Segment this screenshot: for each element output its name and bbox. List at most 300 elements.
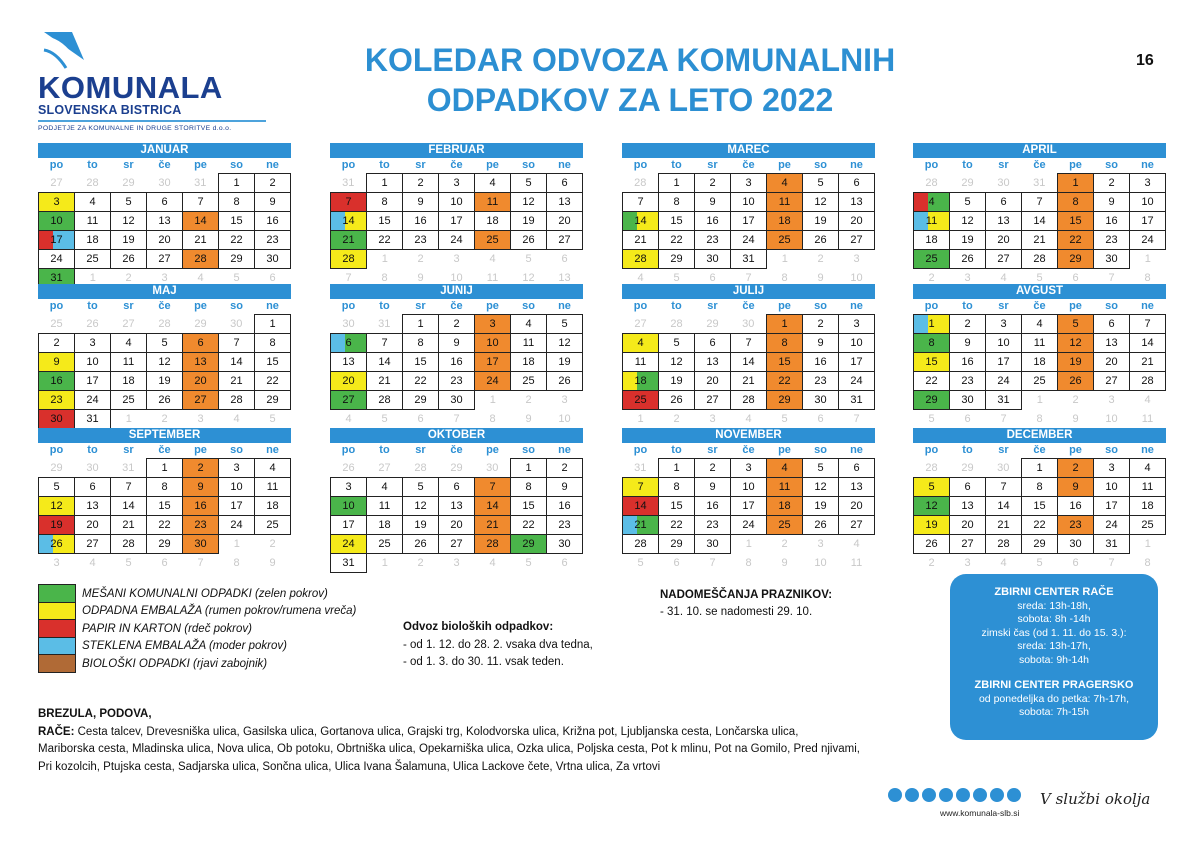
day-cell: 4 xyxy=(1022,315,1058,334)
day-cell: 2 xyxy=(183,459,219,478)
day-cell: 14 xyxy=(367,353,403,372)
day-cell-adjacent: 1 xyxy=(637,413,644,425)
day-cell: 28 xyxy=(111,535,147,554)
day-cell: 8 xyxy=(255,334,291,353)
day-cell-adjacent: 2 xyxy=(525,394,532,407)
day-header: to xyxy=(962,300,973,312)
day-cell-adjacent: 25 xyxy=(50,317,63,330)
truck-icon xyxy=(905,788,919,802)
day-cell: 4 xyxy=(367,478,403,497)
day-cell: 13 xyxy=(439,497,475,516)
day-header: to xyxy=(379,444,390,457)
day-cell: 1 xyxy=(367,174,403,193)
house-icon xyxy=(956,788,970,802)
legend-swatch xyxy=(38,637,76,656)
month-header: JANUAR xyxy=(38,143,291,158)
streets-line-2: Cesta talcev, Drevesniška ulica, Gasilska ulica, Gortanova ulica, Grajski trg, Kolodvorska ulica, Križna pot, Ljubljanska cesta, Lončarska ulica, xyxy=(74,725,799,738)
day-cell: 9 xyxy=(1058,478,1094,497)
day-cell: 3 xyxy=(439,174,475,193)
day-header: to xyxy=(671,159,682,171)
footer-slogan: V službi okolja xyxy=(1040,790,1151,808)
day-cell: 26 xyxy=(547,372,583,391)
center-race-line-5: sobota: 9h-14h xyxy=(1018,653,1090,666)
day-cell: 28 xyxy=(475,535,511,554)
month-header: NOVEMBER xyxy=(622,428,875,443)
day-cell-adjacent: 1 xyxy=(381,253,388,266)
day-cell-adjacent: 7 xyxy=(745,272,752,284)
day-cell: 4 xyxy=(1130,459,1166,478)
day-cell: 29 xyxy=(511,535,547,554)
day-cell-adjacent: 2 xyxy=(417,253,424,266)
day-header: so xyxy=(522,159,535,171)
day-cell-adjacent: 9 xyxy=(269,556,276,569)
title-line-1: KOLEDAR ODVOZA KOMUNALNIH xyxy=(364,42,896,78)
day-header: po xyxy=(633,159,648,172)
day-cell: 10 xyxy=(475,334,511,353)
day-cell: 10 xyxy=(1094,478,1130,497)
day-cell: 19 xyxy=(914,516,950,535)
day-header: pe xyxy=(1069,159,1082,171)
day-cell: 11 xyxy=(75,212,111,231)
day-cell: 25 xyxy=(1130,516,1166,535)
day-cell-adjacent: 9 xyxy=(417,271,424,284)
day-cell: 5 xyxy=(1058,315,1094,334)
day-cell: 21 xyxy=(219,372,255,391)
day-header: ne xyxy=(1141,300,1154,312)
day-cell-adjacent: 7 xyxy=(1108,272,1115,284)
day-cell-adjacent: 31 xyxy=(634,461,647,474)
page-number: 16 xyxy=(1136,52,1154,69)
day-cell-adjacent: 29 xyxy=(706,317,719,330)
day-cell: 1 xyxy=(219,174,255,193)
day-cell: 8 xyxy=(219,193,255,212)
day-cell: 22 xyxy=(147,516,183,535)
day-cell: 1 xyxy=(659,174,695,193)
day-cell: 11 xyxy=(511,334,547,353)
logo-name: KOMUNALA xyxy=(38,70,223,105)
day-cell: 13 xyxy=(986,212,1022,231)
day-cell-adjacent: 3 xyxy=(453,557,460,570)
day-header: sr xyxy=(707,300,718,313)
day-cell: 19 xyxy=(803,212,839,231)
day-cell: 24 xyxy=(75,391,111,410)
day-cell: 27 xyxy=(1094,372,1130,391)
day-header: po xyxy=(49,300,64,313)
day-cell: 18 xyxy=(914,231,950,250)
day-cell: 6 xyxy=(75,478,111,497)
day-cell-adjacent: 2 xyxy=(125,272,132,285)
day-cell-adjacent: 31 xyxy=(378,317,391,330)
day-cell: 27 xyxy=(950,535,986,554)
streets-list xyxy=(38,706,958,776)
day-cell-adjacent: 5 xyxy=(673,272,680,284)
day-cell: 12 xyxy=(659,353,695,372)
day-cell: 24 xyxy=(731,516,767,535)
day-cell: 16 xyxy=(547,497,583,516)
day-cell-adjacent: 9 xyxy=(1072,412,1079,425)
day-cell: 15 xyxy=(147,497,183,516)
day-cell-adjacent: 28 xyxy=(158,317,171,330)
day-cell: 18 xyxy=(767,212,803,231)
day-cell-adjacent: 30 xyxy=(158,176,171,189)
day-cell: 18 xyxy=(111,372,147,391)
center-race-line-1: sreda: 13h-18h, xyxy=(1017,599,1091,612)
day-cell: 12 xyxy=(914,497,950,516)
day-cell: 9 xyxy=(1094,193,1130,212)
center-race-line-4: sreda: 13h-17h, xyxy=(1017,640,1091,652)
day-header: ne xyxy=(850,159,863,171)
day-cell: 22 xyxy=(914,372,950,391)
day-cell-adjacent: 28 xyxy=(86,176,99,189)
day-cell: 12 xyxy=(803,193,839,212)
day-cell: 23 xyxy=(803,372,839,391)
day-header: pe xyxy=(778,159,791,171)
day-cell-adjacent: 2 xyxy=(417,557,424,570)
legend-label: PAPIR IN KARTON (rdeč pokrov) xyxy=(82,622,252,635)
day-header: po xyxy=(341,159,356,172)
day-header: ne xyxy=(266,300,279,312)
day-cell: 15 xyxy=(659,497,695,516)
day-cell: 24 xyxy=(219,516,255,535)
day-cell: 14 xyxy=(475,497,511,516)
day-cell: 9 xyxy=(439,334,475,353)
day-cell-adjacent: 6 xyxy=(709,272,716,284)
day-cell: 3 xyxy=(1094,459,1130,478)
day-cell: 19 xyxy=(803,497,839,516)
day-cell: 19 xyxy=(950,231,986,250)
day-cell: 22 xyxy=(367,231,403,250)
holiday-replacements xyxy=(660,587,832,621)
day-cell: 15 xyxy=(914,353,950,372)
day-cell-adjacent: 1 xyxy=(745,538,752,551)
month-marec xyxy=(622,143,875,287)
day-cell: 12 xyxy=(803,478,839,497)
day-cell-adjacent: 4 xyxy=(89,557,96,569)
day-cell: 20 xyxy=(547,212,583,231)
day-cell: 8 xyxy=(403,334,439,353)
day-cell-adjacent: 10 xyxy=(450,271,463,284)
day-cell: 2 xyxy=(803,315,839,334)
month-header: MAREC xyxy=(622,143,875,158)
day-cell: 18 xyxy=(367,516,403,535)
day-cell-adjacent: 3 xyxy=(1108,394,1115,407)
day-cell: 16 xyxy=(695,497,731,516)
day-cell: 16 xyxy=(950,353,986,372)
day-cell: 25 xyxy=(511,372,547,391)
day-header: to xyxy=(379,159,390,171)
day-cell-adjacent: 29 xyxy=(194,317,207,330)
day-cell: 23 xyxy=(439,372,475,391)
day-cell: 24 xyxy=(439,231,475,250)
day-cell: 10 xyxy=(75,353,111,372)
day-cell: 27 xyxy=(75,535,111,554)
day-cell: 24 xyxy=(331,535,367,554)
day-cell: 28 xyxy=(1130,372,1166,391)
day-cell: 6 xyxy=(695,334,731,353)
day-cell: 12 xyxy=(547,334,583,353)
day-cell: 11 xyxy=(255,478,291,497)
center-race-line-3: zimski čas (od 1. 11. do 15. 3.): xyxy=(981,626,1127,639)
day-cell: 8 xyxy=(767,334,803,353)
day-cell: 17 xyxy=(731,212,767,231)
day-cell: 14 xyxy=(183,212,219,231)
day-cell: 20 xyxy=(695,372,731,391)
day-cell: 9 xyxy=(950,334,986,353)
day-cell-adjacent: 4 xyxy=(1144,394,1151,407)
day-cell: 14 xyxy=(111,497,147,516)
day-cell: 30 xyxy=(695,250,731,269)
day-cell: 25 xyxy=(367,535,403,554)
day-cell-adjacent: 2 xyxy=(161,413,168,426)
day-cell: 22 xyxy=(1058,231,1094,250)
center-pragersko-title: ZBIRNI CENTER PRAGERSKO xyxy=(974,679,1134,691)
day-cell: 10 xyxy=(986,334,1022,353)
day-cell: 6 xyxy=(331,334,367,353)
day-cell: 6 xyxy=(147,193,183,212)
month-oktober xyxy=(330,428,583,573)
day-cell: 27 xyxy=(183,391,219,410)
day-cell-adjacent: 13 xyxy=(558,271,571,284)
day-header: sr xyxy=(998,444,1009,457)
day-cell: 23 xyxy=(695,516,731,535)
day-header: to xyxy=(962,444,973,457)
day-header: to xyxy=(671,300,682,313)
day-cell: 3 xyxy=(1130,174,1166,193)
day-cell-adjacent: 5 xyxy=(1036,557,1043,569)
day-cell: 9 xyxy=(183,478,219,497)
day-cell: 1 xyxy=(1022,459,1058,478)
day-cell: 30 xyxy=(1094,250,1130,269)
day-cell-adjacent: 4 xyxy=(637,272,644,284)
day-cell-adjacent: 1 xyxy=(1144,253,1151,266)
day-cell: 19 xyxy=(147,372,183,391)
day-cell: 28 xyxy=(623,250,659,269)
day-cell: 2 xyxy=(695,174,731,193)
day-cell: 13 xyxy=(147,212,183,231)
day-cell: 30 xyxy=(803,391,839,410)
day-cell: 18 xyxy=(623,372,659,391)
day-cell: 19 xyxy=(511,212,547,231)
day-header: sr xyxy=(707,444,718,456)
month-februar xyxy=(330,143,583,287)
day-cell: 14 xyxy=(623,497,659,516)
day-cell: 23 xyxy=(950,372,986,391)
month-header: MAJ xyxy=(38,284,291,299)
day-cell: 31 xyxy=(1094,535,1130,554)
day-cell-adjacent: 4 xyxy=(489,557,496,570)
day-cell: 1 xyxy=(403,315,439,334)
day-cell: 22 xyxy=(255,372,291,391)
day-cell: 14 xyxy=(1130,334,1166,353)
day-header: ne xyxy=(850,300,863,312)
day-cell: 14 xyxy=(986,497,1022,516)
day-cell: 31 xyxy=(839,391,875,410)
month-header: OKTOBER xyxy=(330,428,583,443)
day-cell-adjacent: 11 xyxy=(486,271,499,284)
day-cell: 31 xyxy=(75,410,111,429)
day-cell: 25 xyxy=(1022,372,1058,391)
day-cell: 5 xyxy=(547,315,583,334)
day-cell: 9 xyxy=(403,193,439,212)
day-cell-adjacent: 1 xyxy=(1144,538,1151,551)
day-cell-adjacent: 31 xyxy=(342,176,355,189)
day-cell-adjacent: 3 xyxy=(53,557,60,569)
day-cell: 17 xyxy=(1094,497,1130,516)
day-header: če xyxy=(742,159,755,171)
day-cell: 26 xyxy=(111,250,147,269)
legend-item xyxy=(38,620,356,638)
day-cell: 20 xyxy=(839,497,875,516)
day-header: to xyxy=(87,159,98,172)
day-cell-adjacent: 30 xyxy=(486,461,499,474)
day-cell: 11 xyxy=(623,353,659,372)
day-cell: 29 xyxy=(767,391,803,410)
day-header: po xyxy=(924,300,939,312)
day-cell-adjacent: 28 xyxy=(925,461,938,474)
day-cell: 28 xyxy=(367,391,403,410)
day-cell: 31 xyxy=(731,250,767,269)
day-cell-adjacent: 29 xyxy=(961,176,974,189)
day-cell-adjacent: 4 xyxy=(1000,557,1007,569)
day-cell: 17 xyxy=(331,516,367,535)
legend-label: ODPADNA EMBALAŽA (rumen pokrov/rumena vreča) xyxy=(82,605,357,618)
day-cell: 15 xyxy=(1022,497,1058,516)
day-header: sr xyxy=(123,159,134,172)
day-cell: 2 xyxy=(547,459,583,478)
day-cell-adjacent: 7 xyxy=(197,557,204,569)
day-header: če xyxy=(742,444,755,456)
day-cell-adjacent: 7 xyxy=(345,272,352,284)
day-cell-adjacent: 6 xyxy=(964,413,971,425)
day-cell-adjacent: 6 xyxy=(1072,272,1079,284)
day-cell-adjacent: 3 xyxy=(853,253,860,266)
month-april xyxy=(913,143,1166,287)
day-cell: 7 xyxy=(623,478,659,497)
day-cell: 14 xyxy=(623,212,659,231)
day-cell-adjacent: 8 xyxy=(1144,271,1151,284)
day-header: pe xyxy=(486,444,499,457)
day-cell-adjacent: 12 xyxy=(522,271,535,284)
day-cell: 25 xyxy=(111,391,147,410)
day-cell-adjacent: 9 xyxy=(525,412,532,425)
day-cell: 16 xyxy=(695,212,731,231)
water-icon xyxy=(922,788,936,802)
day-header: če xyxy=(742,300,755,313)
day-cell: 12 xyxy=(39,497,75,516)
day-cell: 17 xyxy=(475,353,511,372)
day-cell: 8 xyxy=(659,478,695,497)
day-cell: 17 xyxy=(439,212,475,231)
day-header: če xyxy=(158,444,171,456)
day-cell: 7 xyxy=(331,193,367,212)
day-cell: 23 xyxy=(255,231,291,250)
day-cell: 7 xyxy=(1130,315,1166,334)
day-header: sr xyxy=(415,300,426,312)
title-line-2: ODPADKOV ZA LETO 2022 xyxy=(426,82,834,118)
day-cell-adjacent: 30 xyxy=(997,176,1010,189)
day-cell: 5 xyxy=(803,174,839,193)
company-logo xyxy=(38,30,270,132)
day-cell-adjacent: 27 xyxy=(634,317,647,330)
day-cell: 22 xyxy=(659,516,695,535)
day-cell: 14 xyxy=(219,353,255,372)
legend-item xyxy=(38,638,356,656)
day-cell: 12 xyxy=(111,212,147,231)
day-cell: 23 xyxy=(1094,231,1130,250)
day-cell-adjacent: 7 xyxy=(453,413,460,425)
day-header: pe xyxy=(486,159,499,171)
day-cell: 22 xyxy=(1022,516,1058,535)
day-cell: 20 xyxy=(1094,353,1130,372)
day-header: sr xyxy=(707,159,718,171)
day-header: ne xyxy=(558,444,571,456)
day-cell: 17 xyxy=(986,353,1022,372)
day-cell: 11 xyxy=(1022,334,1058,353)
day-cell: 1 xyxy=(767,315,803,334)
day-cell: 18 xyxy=(511,353,547,372)
day-cell: 27 xyxy=(839,231,875,250)
day-cell: 6 xyxy=(839,459,875,478)
day-header: pe xyxy=(778,444,791,456)
day-cell: 9 xyxy=(695,193,731,212)
day-cell: 7 xyxy=(475,478,511,497)
day-header: so xyxy=(230,444,243,456)
day-cell: 16 xyxy=(1094,212,1130,231)
day-cell: 4 xyxy=(767,459,803,478)
day-header: če xyxy=(158,300,171,313)
day-cell: 29 xyxy=(1058,250,1094,269)
day-cell: 7 xyxy=(219,334,255,353)
day-cell: 9 xyxy=(547,478,583,497)
day-cell: 13 xyxy=(75,497,111,516)
day-cell: 4 xyxy=(914,193,950,212)
day-cell-adjacent: 28 xyxy=(925,176,938,189)
day-cell-adjacent: 6 xyxy=(817,413,824,425)
day-cell-adjacent: 7 xyxy=(1108,557,1115,569)
day-cell: 4 xyxy=(255,459,291,478)
day-cell: 24 xyxy=(839,372,875,391)
day-cell-adjacent: 10 xyxy=(558,412,571,425)
month-header: FEBRUAR xyxy=(330,143,583,158)
day-cell: 27 xyxy=(439,535,475,554)
day-cell: 5 xyxy=(403,478,439,497)
day-cell: 26 xyxy=(39,535,75,554)
day-cell-adjacent: 10 xyxy=(1105,412,1118,425)
day-cell-adjacent: 5 xyxy=(637,557,644,569)
day-cell-adjacent: 4 xyxy=(745,413,752,425)
day-cell-adjacent: 5 xyxy=(125,557,132,569)
day-cell: 27 xyxy=(839,516,875,535)
day-header: pe xyxy=(1069,300,1082,312)
day-cell: 3 xyxy=(75,334,111,353)
day-cell-adjacent: 9 xyxy=(817,271,824,284)
day-cell: 3 xyxy=(39,193,75,212)
day-cell: 7 xyxy=(111,478,147,497)
day-header: po xyxy=(924,159,939,172)
day-header: ne xyxy=(1141,444,1154,456)
day-cell: 6 xyxy=(986,193,1022,212)
building-icon xyxy=(990,788,1004,802)
day-cell-adjacent: 3 xyxy=(964,272,971,284)
day-cell: 16 xyxy=(803,353,839,372)
day-cell-adjacent: 6 xyxy=(1072,557,1079,569)
day-cell-adjacent: 6 xyxy=(417,413,424,425)
day-cell-adjacent: 8 xyxy=(489,412,496,425)
day-cell: 10 xyxy=(731,478,767,497)
legend-label: MEŠANI KOMUNALNI ODPADKI (zelen pokrov) xyxy=(82,587,328,600)
day-cell: 1 xyxy=(255,315,291,334)
day-cell-adjacent: 4 xyxy=(489,253,496,266)
